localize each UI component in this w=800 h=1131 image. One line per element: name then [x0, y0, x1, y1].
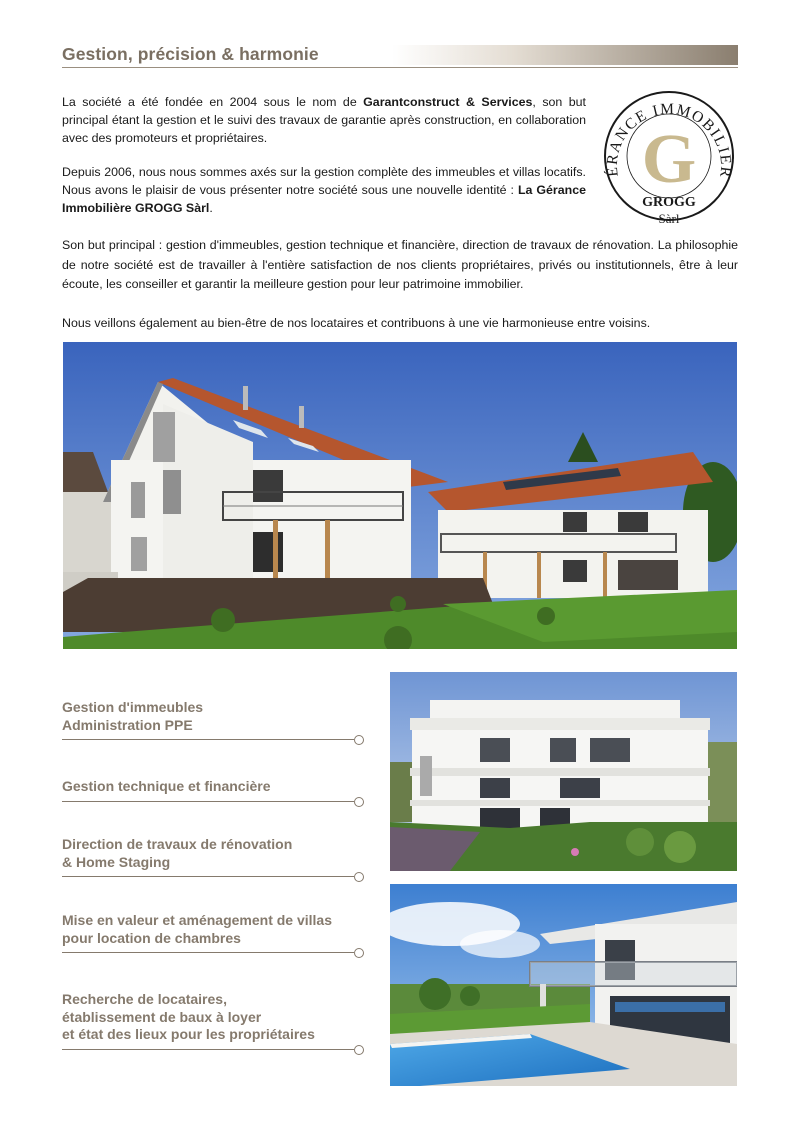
service-divider: [62, 797, 364, 807]
circle-bullet-icon: [354, 735, 364, 745]
hero-building-photo: [63, 342, 737, 649]
service-label: Gestion d'immeubles: [62, 699, 204, 715]
body-paragraph-purpose: Son but principal : gestion d'immeubles, gestion technique et financière, direction de travaux de rénovation. La philosophie de notre société est de travailler à l'entière satisfaction de nos clients propriétaires, privés ou institutionnels, être à leur écoute, les conseiller et garantir la meilleure gestion pour leur patrimoine immobilier.: [62, 238, 738, 291]
service-label: & Home Staging: [62, 853, 171, 870]
service-label: Direction de travaux de rénovation: [62, 836, 293, 852]
logo-letter: G: [641, 121, 697, 198]
body-paragraph-tenants: Nous veillons également au bien-être de nos locataires et contribuons à une vie harmonieuse entre voisins.: [62, 315, 651, 330]
page-title: Gestion, précision & harmonie: [62, 44, 319, 64]
circle-bullet-icon: [354, 1045, 364, 1055]
service-label: Recherche de locataires,: [62, 991, 227, 1007]
intro-paragraph-2: [62, 164, 586, 217]
text: .: [209, 200, 213, 215]
company-new-name: La Gérance Immobilière GROGG Sàrl: [62, 183, 586, 215]
modern-building-photo: [390, 672, 737, 871]
intro-paragraph-1: [62, 94, 586, 147]
service-label: établissement de baux à loyer: [62, 1008, 262, 1025]
body-text: [62, 236, 738, 352]
intro-text: [62, 94, 586, 235]
header-rule: [62, 67, 738, 68]
text: Depuis 2006, nous nous sommes axés sur la gestion complète des immeubles et villas locatifs. Nous avons le plaisir de vous présenter notre société sous une nouvelle identité :: [62, 165, 586, 198]
service-label: Mise en valeur et aménagement de villas: [62, 912, 333, 928]
service-label: Gestion technique et financière: [62, 778, 271, 794]
service-divider: [62, 735, 364, 745]
circle-bullet-icon: [354, 872, 364, 882]
circle-bullet-icon: [354, 948, 364, 958]
section-header: [62, 42, 738, 68]
circle-bullet-icon: [354, 797, 364, 807]
logo-suffix: Sàrl: [658, 211, 680, 226]
service-item-management: [62, 699, 364, 745]
logo-ring-text: ÉRANCE IMMOBILIÈR: [603, 100, 735, 180]
service-divider: [62, 1045, 364, 1055]
text: , son but principal étant la gestion et le suivi des travaux de garantie après construction, en collaboration avec des promoteurs et propriétaires.: [62, 95, 586, 145]
service-item-renovation: [62, 836, 364, 882]
company-old-name: Garantconstruct & Services: [363, 95, 533, 109]
service-divider: [62, 948, 364, 958]
villa-pool-photo: [390, 884, 737, 1086]
service-item-tenants: [62, 991, 364, 1055]
service-label: pour location de chambres: [62, 929, 241, 946]
service-item-technical-financial: [62, 778, 364, 807]
logo-name: GROGG: [642, 195, 696, 210]
header-gradient: [392, 45, 738, 65]
logo-graphic: [600, 84, 738, 232]
text: La société a été fondée en 2004 sous le nom de: [62, 95, 364, 109]
service-item-villas: [62, 912, 364, 958]
service-label: Administration PPE: [62, 716, 193, 733]
company-logo: [600, 84, 738, 232]
service-label: et état des lieux pour les propriétaires: [62, 1026, 315, 1042]
service-divider: [62, 872, 364, 882]
